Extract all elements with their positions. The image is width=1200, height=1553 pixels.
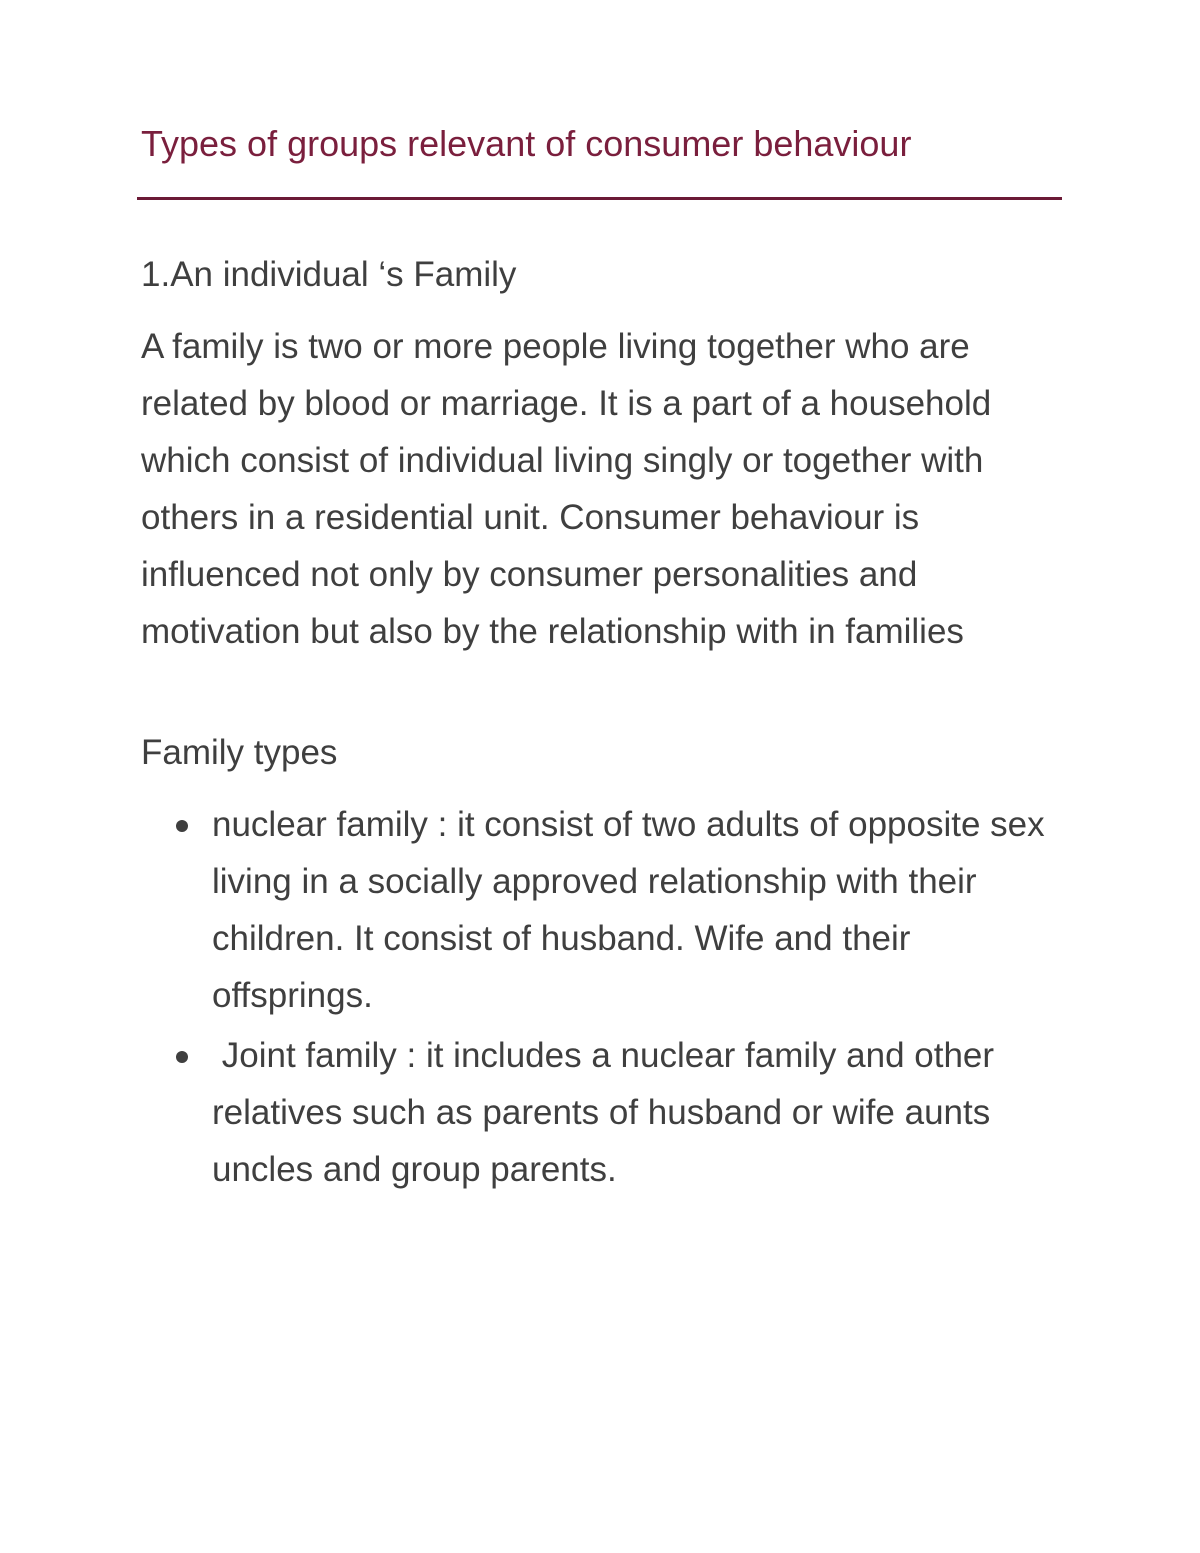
bullet-icon xyxy=(176,820,188,832)
family-types-heading: Family types xyxy=(141,733,338,772)
list-item-text: nuclear family : it consist of two adults of opposite sex living in a socially approved relationship with their children. It consist of husband. Wife and their offsprings. xyxy=(212,805,1045,1015)
bullet-icon xyxy=(176,1051,188,1063)
body-paragraph: A family is two or more people living together who are related by blood or marriage. It is a part of a household which consist of individual living singly or together with others in a residential unit. Consumer behaviour is influenced not only by consumer personalities and motivation but also by the relationship with in families xyxy=(141,327,992,651)
document-title: Types of groups relevant of consumer behaviour xyxy=(141,123,912,164)
list-item-joint-family xyxy=(170,1027,1050,1198)
list-item-text: Joint family : it includes a nuclear family and other relatives such as parents of husband or wife aunts uncles and group parents. xyxy=(212,1036,1004,1189)
list-item-nuclear-family xyxy=(170,796,1050,1024)
title-divider xyxy=(137,197,1062,200)
family-types-list xyxy=(170,796,1050,1201)
section-heading: 1.An individual ‘s Family xyxy=(141,255,517,294)
